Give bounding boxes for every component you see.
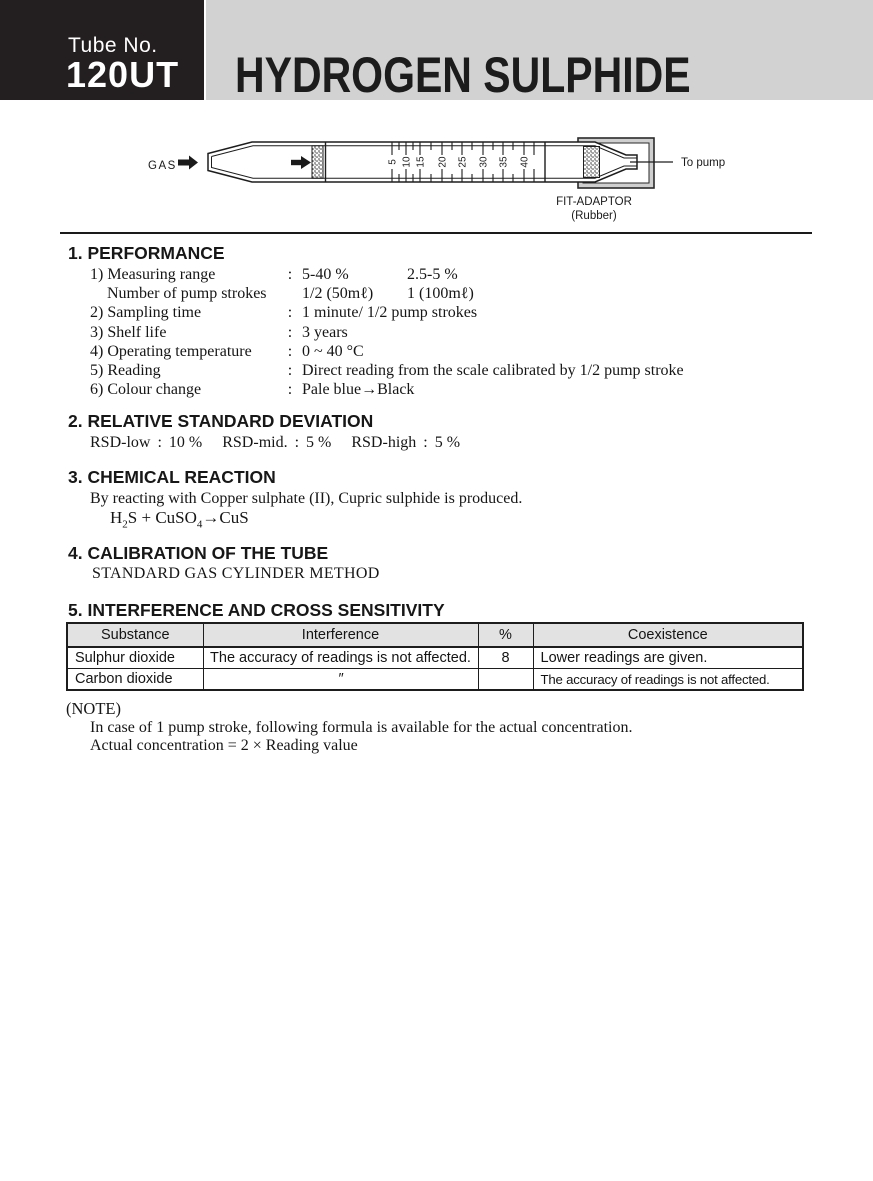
cell-substance: Sulphur dioxide: [67, 647, 203, 669]
fit-adaptor-material-label: (Rubber): [571, 210, 617, 222]
cell-substance: Carbon dioxide: [67, 669, 203, 691]
svg-text:40: 40: [519, 156, 531, 168]
perf-row-colour-change: [90, 380, 820, 399]
svg-text:30: 30: [478, 156, 490, 168]
cell-percent: [478, 669, 533, 691]
svg-text:5: 5: [387, 159, 399, 165]
cell-interference: The accuracy of readings is not affected.: [203, 647, 478, 669]
table-row: [67, 647, 803, 669]
perf-value: 0 ~ 40 °C: [302, 342, 364, 360]
interference-heading: 5. INTERFERENCE AND CROSS SENSITIVITY: [68, 600, 445, 620]
col-coexistence: Coexistence: [533, 623, 803, 647]
svg-text:25: 25: [457, 156, 469, 168]
cell-percent: 8: [478, 647, 533, 669]
tube-number-label: Tube No.: [68, 34, 158, 57]
perf-value: 1/2 (50mℓ) 1 (100mℓ): [302, 285, 474, 303]
to-pump-label: To pump: [681, 157, 726, 169]
rsd-high-label: RSD-high: [351, 434, 417, 451]
perf-label: 6) Colour change: [90, 381, 202, 399]
perf-row-operating-temperature: [90, 342, 820, 361]
col-interference: Interference: [203, 623, 478, 647]
cell-interference: ″: [203, 669, 478, 691]
perf-colon: [278, 284, 302, 303]
perf-colon: :: [287, 362, 293, 380]
perf-row-sampling-time: [90, 303, 820, 322]
perf-row-shelf-life: [90, 323, 820, 342]
note-line-2: Actual concentration = 2 × Reading value: [90, 737, 358, 754]
perf-label: 2) Sampling time: [90, 304, 202, 322]
rsd-heading: 2. RELATIVE STANDARD DEVIATION: [68, 411, 374, 431]
tube-number-box: [0, 0, 204, 100]
svg-text:15: 15: [415, 156, 427, 168]
rsd-high-value: 5 %: [434, 434, 461, 451]
page-title: HYDROGEN SULPHIDE: [235, 47, 691, 103]
perf-value: Pale blue→Black: [302, 381, 415, 399]
perf-row-reading: [90, 361, 820, 380]
col-percent: %: [478, 623, 533, 647]
rsd-low-value: 10 %: [168, 434, 203, 451]
perf-colon: :: [287, 266, 293, 283]
cell-coexistence: The accuracy of readings is not affected.: [533, 669, 803, 691]
header-divider: [60, 232, 812, 234]
perf-row-pump-strokes: [90, 284, 820, 303]
interference-table: [66, 622, 804, 691]
perf-colon: :: [287, 342, 293, 360]
stipple-band-adaptor: [584, 147, 600, 178]
perf-value: 3 years: [302, 323, 348, 341]
svg-text:20: 20: [437, 156, 449, 168]
gas-label: GAS: [148, 160, 177, 172]
perf-label: 5) Reading: [90, 362, 161, 380]
perf-row-measuring-range: [90, 265, 820, 284]
svg-text:35: 35: [498, 156, 510, 168]
perf-label: 1) Measuring range: [90, 266, 216, 283]
tube-diagram: [140, 128, 760, 230]
table-row: [67, 669, 803, 691]
rsd-values: RSD-low : 10 % RSD-mid. : 5 % RSD-high : 5 %: [90, 434, 461, 451]
perf-value: 1 minute/ 1/2 pump strokes: [302, 304, 478, 322]
rsd-mid-value: 5 %: [306, 434, 332, 451]
perf-colon: :: [287, 381, 293, 399]
cell-coexistence: Lower readings are given.: [533, 647, 803, 669]
chemical-description: By reacting with Copper sulphate (II), Cupric sulphide is produced.: [90, 490, 523, 507]
rsd-mid-label: RSD-mid.: [222, 434, 288, 451]
perf-label: 3) Shelf life: [90, 323, 167, 341]
note-heading: (NOTE): [66, 699, 121, 718]
note-line-1: In case of 1 pump stroke, following formula is available for the actual concentration.: [90, 719, 633, 736]
scale-numbers: [388, 156, 531, 168]
rsd-low-label: RSD-low: [90, 434, 151, 451]
svg-text:10: 10: [401, 156, 413, 168]
perf-label: Number of pump strokes: [107, 285, 267, 303]
perf-colon: :: [287, 304, 293, 322]
perf-value: 5-40 % 2.5-5 %: [302, 266, 458, 283]
performance-heading: 1. PERFORMANCE: [68, 243, 225, 263]
chemical-heading: 3. CHEMICAL REACTION: [68, 467, 276, 487]
calibration-method: STANDARD GAS CYLINDER METHOD: [92, 565, 380, 582]
calibration-heading: 4. CALIBRATION OF THE TUBE: [68, 543, 329, 563]
stipple-band-front: [312, 146, 323, 178]
fit-adaptor-label: FIT-ADAPTOR: [556, 196, 632, 208]
title-banner: [206, 0, 873, 103]
tube-number-value: 120UT: [66, 54, 180, 95]
performance-list: [90, 265, 820, 399]
chemical-formula: $H_2S$ + CuSO$_4$→CuS: [110, 508, 249, 531]
perf-colon: :: [287, 323, 293, 341]
perf-label: 4) Operating temperature: [90, 342, 252, 360]
gas-arrow-icon: [178, 156, 198, 170]
table-header-row: [67, 623, 803, 647]
perf-value: Direct reading from the scale calibrated by 1/2 pump stroke: [302, 362, 684, 380]
col-substance: Substance: [67, 623, 203, 647]
